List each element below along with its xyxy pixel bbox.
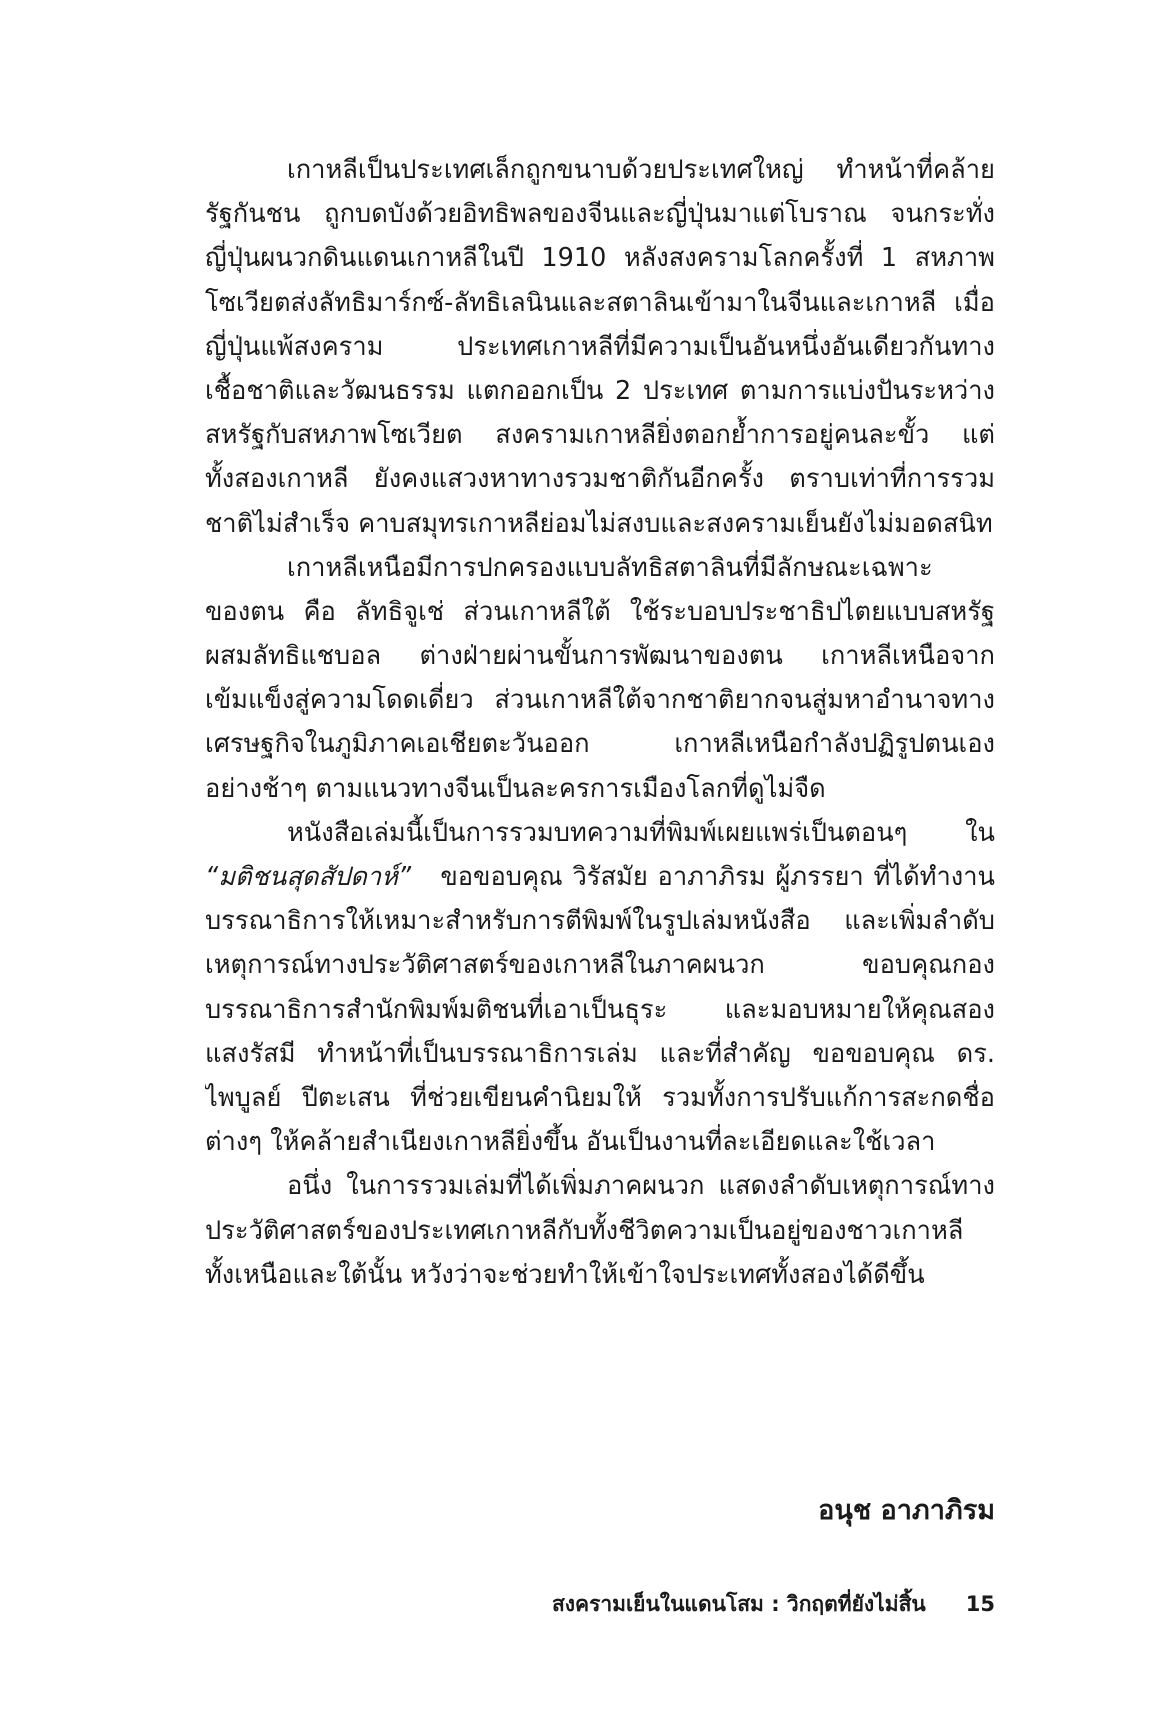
paragraph-4-line-2: ประวัติศาสตร์ของประเทศเกาหลีกับทั้งชีวิตความเป็นอยู่ของชาวเกาหลี	[205, 1215, 964, 1246]
paragraph-3-line-6: แสงรัสมี ทำหน้าที่เป็นบรรณาธิการเล่ม และที่สำคัญ ขอขอบคุณ ดร.	[205, 1038, 995, 1069]
paragraph-4-line-1: อนึ่ง ในการรวมเล่มที่ได้เพิ่มภาคผนวก แสดงลำดับเหตุการณ์ทาง	[287, 1171, 995, 1202]
paragraph-3-line-2	[205, 855, 995, 899]
magazine-title: “มติชนสุดสัปดาห์”	[205, 862, 412, 892]
paragraph-2-line-6: อย่างช้าๆ ตามแนวทางจีนเป็นละครการเมืองโลกที่ดูไม่จืด	[205, 773, 826, 804]
paragraph-3-line-1: หนังสือเล่มนี้เป็นการรวมบทความที่พิมพ์เผยแพร่เป็นตอนๆ ใน	[287, 817, 995, 848]
paragraph-2-line-4: เข้มแข็งสู่ความโดดเดี่ยว ส่วนเกาหลีใต้จากชาติยากจนสู่มหาอำนาจทาง	[205, 685, 995, 716]
paragraph-1-line-2: รัฐกันชน ถูกบดบังด้วยอิทธิพลของจีนและญี่ปุ่นมาแต่โบราณ จนกระทั่ง	[205, 199, 995, 230]
paragraph-1-line-4: โซเวียตส่งลัทธิมาร์กซ์-ลัทธิเลนินและสตาลินเข้ามาในจีนและเกาหลี เมื่อ	[205, 287, 995, 318]
body-text	[205, 148, 995, 1297]
paragraph-1-line-1: เกาหลีเป็นประเทศเล็กถูกขนาบด้วยประเทศใหญ่ ทำหน้าที่คล้าย	[287, 155, 995, 185]
paragraph-1-line-9: ชาติไม่สำเร็จ คาบสมุทรเกาหลีย่อมไม่สงบและสงครามเย็นยังไม่มอดสนิท	[205, 508, 993, 539]
page-footer	[552, 1588, 995, 1621]
paragraph-3-line-4: เหตุการณ์ทางประวัติศาสตร์ของเกาหลีในภาคผนวก ขอบคุณกอง	[205, 950, 995, 981]
paragraph-1-line-6: เชื้อชาติและวัฒนธรรม แตกออกเป็น 2 ประเทศ ตามการแบ่งปันระหว่าง	[205, 375, 995, 406]
paragraph-2-line-3: ผสมลัทธิแชบอล ต่างฝ่ายผ่านขั้นการพัฒนาของตน เกาหลีเหนือจาก	[205, 641, 995, 672]
paragraph-3-line-8: ต่างๆ ให้คล้ายสำเนียงเกาหลียิ่งขึ้น อันเป็นงานที่ละเอียดและใช้เวลา	[205, 1127, 936, 1158]
running-title: สงครามเย็นในแดนโสม : วิกฤตที่ยังไม่สิ้น	[551, 1592, 926, 1616]
paragraph-1-line-8: ทั้งสองเกาหลี ยังคงแสวงหาทางรวมชาติกันอีกครั้ง ตราบเท่าที่การรวม	[205, 464, 995, 495]
paragraph-2-line-2: ของตน คือ ลัทธิจูเช่ ส่วนเกาหลีใต้ ใช้ระบอบประชาธิปไตยแบบสหรัฐ	[205, 596, 995, 627]
paragraph-2-line-5: เศรษฐกิจในภูมิภาคเอเชียตะวันออก เกาหลีเหนือกำลังปฏิรูปตนเอง	[205, 729, 995, 760]
paragraph-3-line-3: บรรณาธิการให้เหมาะสำหรับการตีพิมพ์ในรูปเล่มหนังสือ และเพิ่มลำดับ	[205, 906, 995, 937]
paragraph-1-line-5: ญี่ปุ่นแพ้สงคราม ประเทศเกาหลีที่มีความเป็นอันหนึ่งอันเดียวกันทาง	[205, 331, 995, 362]
paragraph-1-line-7: สหรัฐกับสหภาพโซเวียต สงครามเกาหลียิ่งตอกย้ำการอยู่คนละขั้ว แต่	[205, 420, 995, 451]
page-number: 15	[965, 1592, 995, 1616]
paragraph-1-line-3: ญี่ปุ่นผนวกดินแดนเกาหลีในปี 1910 หลังสงครามโลกครั้งที่ 1 สหภาพ	[205, 243, 995, 274]
paragraph-3-line-5: บรรณาธิการสำนักพิมพ์มติชนที่เอาเป็นธุระ และมอบหมายให้คุณสอง	[205, 994, 995, 1025]
paragraph-2-line-1: เกาหลีเหนือมีการปกครองแบบลัทธิสตาลินที่มีลักษณะเฉพาะ	[287, 552, 933, 583]
paragraph-3-line-2-text: ขอขอบคุณ วิรัสมัย อาภาภิรม ผู้ภรรยา ที่ได้ทำงาน	[440, 862, 995, 892]
paragraph-3-line-7: ไพบูลย์ ปีตะเสน ที่ช่วยเขียนคำนิยมให้ รวมทั้งการปรับแก้การสะกดชื่อ	[205, 1082, 995, 1113]
author-signature: อนุช อาภาภิรม	[818, 1495, 995, 1526]
paragraph-4-line-3: ทั้งเหนือและใต้นั้น หวังว่าจะช่วยทำให้เข้าใจประเทศทั้งสองได้ดีขึ้น	[205, 1259, 925, 1290]
